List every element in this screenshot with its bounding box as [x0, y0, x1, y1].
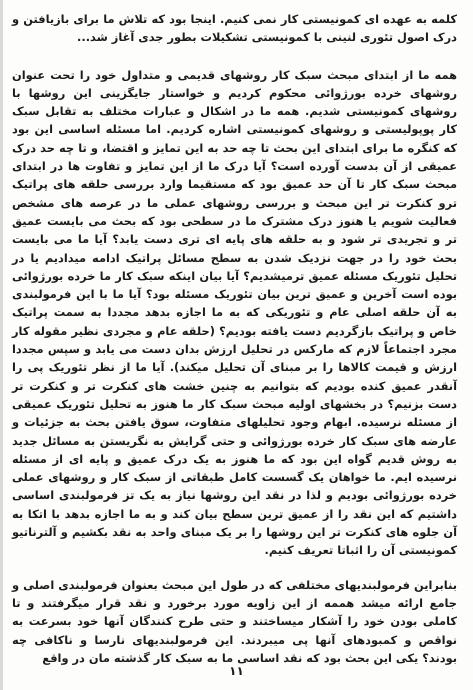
page-number: ۱۱: [229, 664, 244, 678]
paragraph-main: همه ما از ابتدای مبحث سبک کار روشهای قدیمی و متداول خود را تحت عنوان روشهای خرده بورژوائی محکوم کردیم و خواستار جایگزینی این روشها با روشهای کمونیستی شدیم. همه ما در اشکال و عبارات مختلف به تقابل سبک کار پوپولیستی و روشهای کمونیستی اشاره کردیم. اما مسئله اساسی این بود که کنگره ما برای ابتدای این بحث تا چه حد به این تمایز و اقتضا، و تا چه حد درک عمیقی از آن بدست آورده است؟ آیا درک ما از این تمایز و تفاوت ها در ابتدای مبحث سبک کار تا آن حد عمیق بود که مستقیما وارد بررسی حلقه های پراتیک ترو کنکرت تر این مبحث و بررسی روشهای عملی ما در عرصه های مشخص فعالیت شویم یا هنوز درک مشترک ما در سطحی بود که بحث می بایست عمیق تر و تجریدی تر شود و به حلقه های پایه ای تری دست یابد؟ آیا ما می بایست بحث خود را در جهت نزدیک شدن به سطح مسائل پراتیک ادامه میدادیم یا در تحلیل تئوریک مسئله عمیق ترمیشدیم؟ آیا بیان اینکه سبک کار ما خرده بورژوائی بوده است آخرین و عمیق ترین بیان تئوریک مسئله بود؟ آیا ما با این فرمولبندی به آن حلقه اصلی عام و تئوریکی که به ما اجازه بدهد مجددا به سمت پراتیک خاص و پراتیک بازگردیم دست یافته بودیم؟ (حلقه عام و مجردی نظیر مقوله کار مجرد اجتماعاً لازم که مارکس در تحلیل ارزش بدان دست می یابد و سپس مجددا ارزش و قیمت کالاها را بر مبنای آن تحلیل میکند). آیا ما از نظر تئوریک پی را آنقدر عمیق کنده بودیم که بتوانیم به چنین خشت های کنکرت تر و کنکرت تر دست بزنیم؟ در بخشهای اولیه مبحث سبک کار ما هنوز به تحلیل تئوریک عمیقی از مسئله نرسیده. ابهام وجود تحلیلهای متفاوت، سوق یافتن بحث به جزئیات و عارضه های سبک کار خرده بورژوائی و حتی گرایش به نگریستن به مسائل جدید به روش قدیم گواه این بود که ما هنوز به یک درک عمیق و پایه ای از مسئله نرسیده ایم. ما خواهان یک گسست کامل طبقاتی از سبک کار و روشهای عملی خرده بورژوائی بودیم و لذا در نقد این روشها نیاز به یک تز فرمولبندی اساسی داشتیم که این نقد را از عمیق ترین سطح بیان کند و به ما اجازه بدهد با اتکا به آن جلوه های کنکرت تر این روشها را بر یک مبنای واحد به نقد بکشیم و آلترناتیو کمونیستی آن را اثباتا تعریف کنیم.: [12, 67, 457, 558]
paragraph-closing: بنابراین فرمولبندیهای مختلفی که در طول این مبحث بعنوان فرمولبندی اصلی و جامع ارائه میشد هممه از این زاویه مورد برخورد و نقد قرار میگرفتند و تا کاملی بودن خود را آشکار میساختند و حتی طرح کنندگان آنها خود بسرعت به نواقص و کمبودهای آنها پی میبردند. این فرمولبندیهای نارسا و ناکافی چه بودند؟ یکی این بحث بود که نقد اساسی ما به سبک کار گذشته مان در واقع: [12, 577, 457, 665]
paragraph-intro: کلمه به عهده ای کمونیستی کار نمی کنیم. اینجا بود که تلاش ما برای بازیافتن و درک اصول تئوری لنینی با کمونیستی تشکیلات بطور جدی آغاز شد...: [12, 12, 457, 45]
scan-edge-shadow: [0, 0, 3, 690]
